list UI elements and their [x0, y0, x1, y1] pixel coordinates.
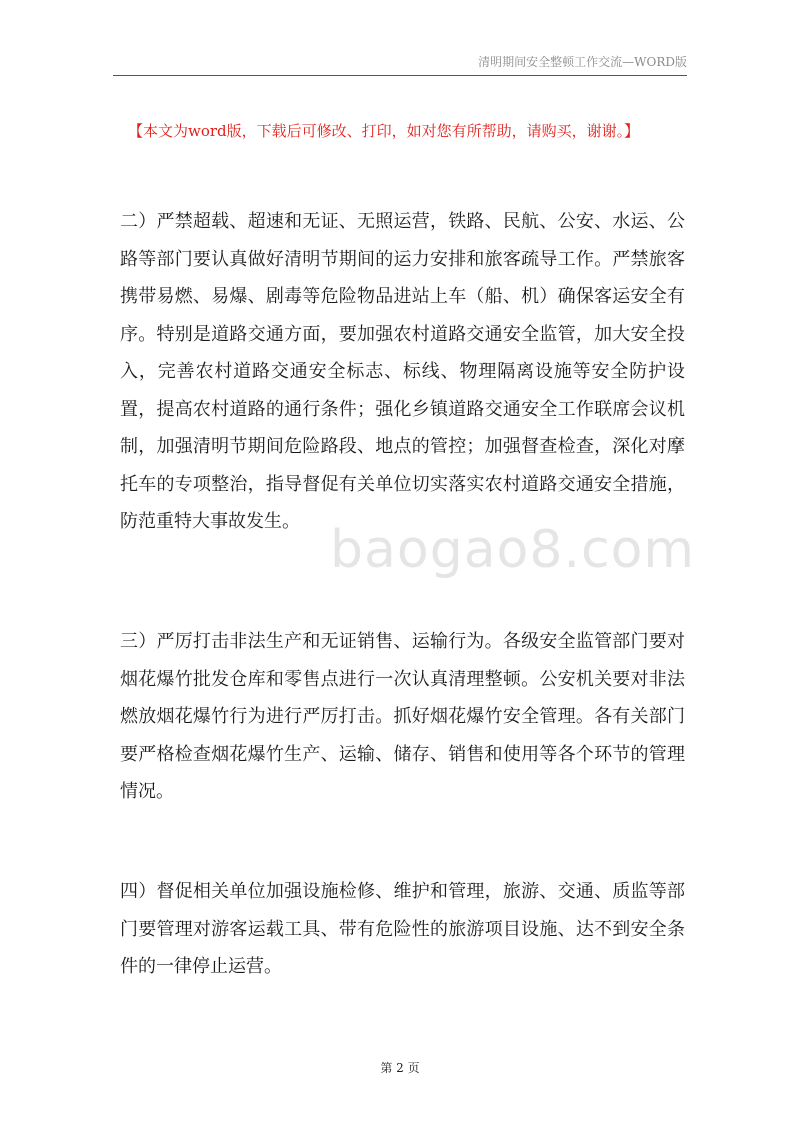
purchase-notice: 【本文为word版，下载后可修改、打印，如对您有所帮助，请购买，谢谢。】 [128, 122, 640, 140]
running-header: 清明期间安全整顿工作交流—WORD版 [478, 55, 687, 69]
header-divider [113, 75, 687, 76]
page-number: 第 2 页 [380, 1061, 420, 1075]
paragraph-section-4: 四）督促相关单位加强设施检修、维护和管理，旅游、交通、质监等部门要管理对游客运载工具、带有危险性的旅游项目设施、达不到安全条件的一律停止运营。 [120, 881, 685, 977]
site-watermark: baogao8.com [330, 520, 696, 580]
paragraph-section-2: 二）严禁超载、超速和无证、无照运营，铁路、民航、公安、水运、公路等部门要认真做好清明节期间的运力安排和旅客疏导工作。严禁旅客携带易燃、易爆、剧毒等危险物品进站上车（船、机）确保客运安全有序。特别是道路交通方面，要加强农村道路交通安全监管，加大安全投入，完善农村道路交通安全标志、标线、物理隔离设施等安全防护设置，提高农村道路的通行条件；强化乡镇道路交通安全工作联席会议机制，加强清明节期间危险路段、地点的管控；加强督查检查，深化对摩托车的专项整治，指导督促有关单位切实落实农村道路交通安全措施，防范重特大事故发生。 [120, 211, 685, 532]
paragraph-section-3: 三）严厉打击非法生产和无证销售、运输行为。各级安全监管部门要对烟花爆竹批发仓库和零售点进行一次认真清理整顿。公安机关要对非法燃放烟花爆竹行为进行严厉打击。抓好烟花爆竹安全管理。各有关部门要严格检查烟花爆竹生产、运输、储存、销售和使用等各个环节的管理情况。 [120, 631, 685, 802]
